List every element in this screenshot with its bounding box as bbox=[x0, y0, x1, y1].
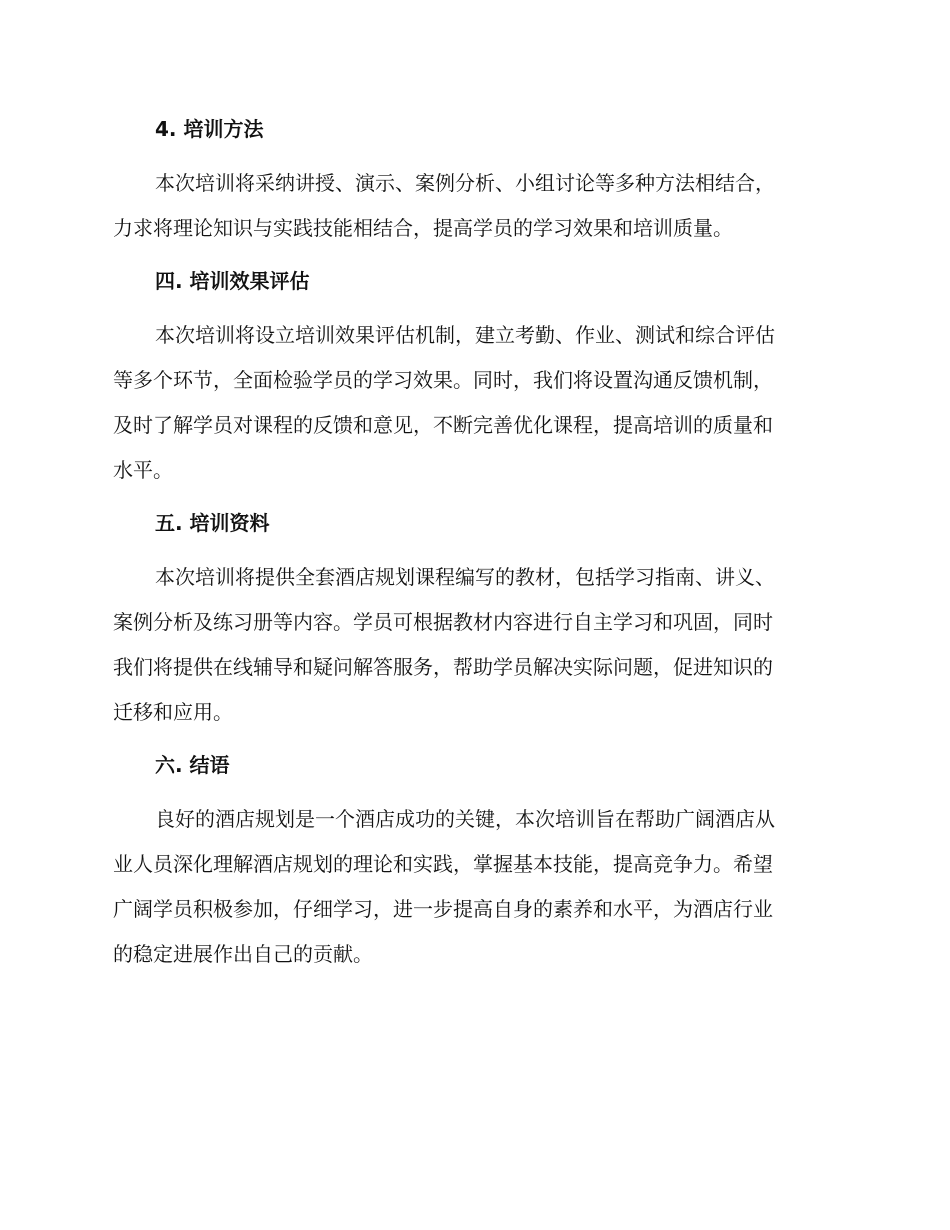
section-paragraph-materials bbox=[113, 555, 832, 735]
section-heading-materials: 五. 培训资料 bbox=[155, 511, 270, 535]
paragraph-line: 良好的酒店规划是一个酒店成功的关键，本次培训旨在帮助广阔酒店从 bbox=[155, 807, 775, 831]
paragraph-line: 本次培训将设立培训效果评估机制，建立考勤、作业、测试和综合评估 bbox=[155, 323, 775, 347]
paragraph-line: 本次培训将提供全套酒店规划课程编写的教材，包括学习指南、讲义、 bbox=[155, 565, 775, 589]
paragraph-line: 本次培训将采纳讲授、演示、案例分析、小组讨论等多种方法相结合， bbox=[155, 171, 775, 195]
section-paragraph-evaluation bbox=[113, 313, 832, 493]
section-heading-evaluation: 四. 培训效果评估 bbox=[155, 269, 310, 293]
paragraph-line: 等多个环节，全面检验学员的学习效果。同时，我们将设置沟通反馈机制， bbox=[113, 368, 773, 392]
paragraph-line: 的稳定进展作出自己的贡献。 bbox=[113, 942, 373, 966]
paragraph-line: 我们将提供在线辅导和疑问解答服务，帮助学员解决实际问题，促进知识的 bbox=[113, 655, 773, 679]
paragraph-line: 迁移和应用。 bbox=[113, 700, 233, 724]
paragraph-line: 案例分析及练习册等内容。学员可根据教材内容进行自主学习和巩固，同时 bbox=[113, 610, 773, 634]
paragraph-line: 广阔学员积极参加，仔细学习，进一步提高自身的素养和水平，为酒店行业 bbox=[113, 897, 773, 921]
paragraph-line: 及时了解学员对课程的反馈和意见，不断完善优化课程，提高培训的质量和 bbox=[113, 413, 773, 437]
paragraph-line: 水平。 bbox=[113, 458, 173, 482]
section-heading-training-methods: 4. 培训方法 bbox=[155, 117, 264, 141]
paragraph-line: 力求将理论知识与实践技能相结合，提高学员的学习效果和培训质量。 bbox=[113, 216, 733, 240]
paragraph-line: 业人员深化理解酒店规划的理论和实践，掌握基本技能，提高竞争力。希望 bbox=[113, 852, 773, 876]
section-heading-conclusion: 六. 结语 bbox=[155, 753, 230, 777]
section-paragraph-training-methods bbox=[113, 161, 832, 251]
section-paragraph-conclusion bbox=[113, 797, 832, 977]
